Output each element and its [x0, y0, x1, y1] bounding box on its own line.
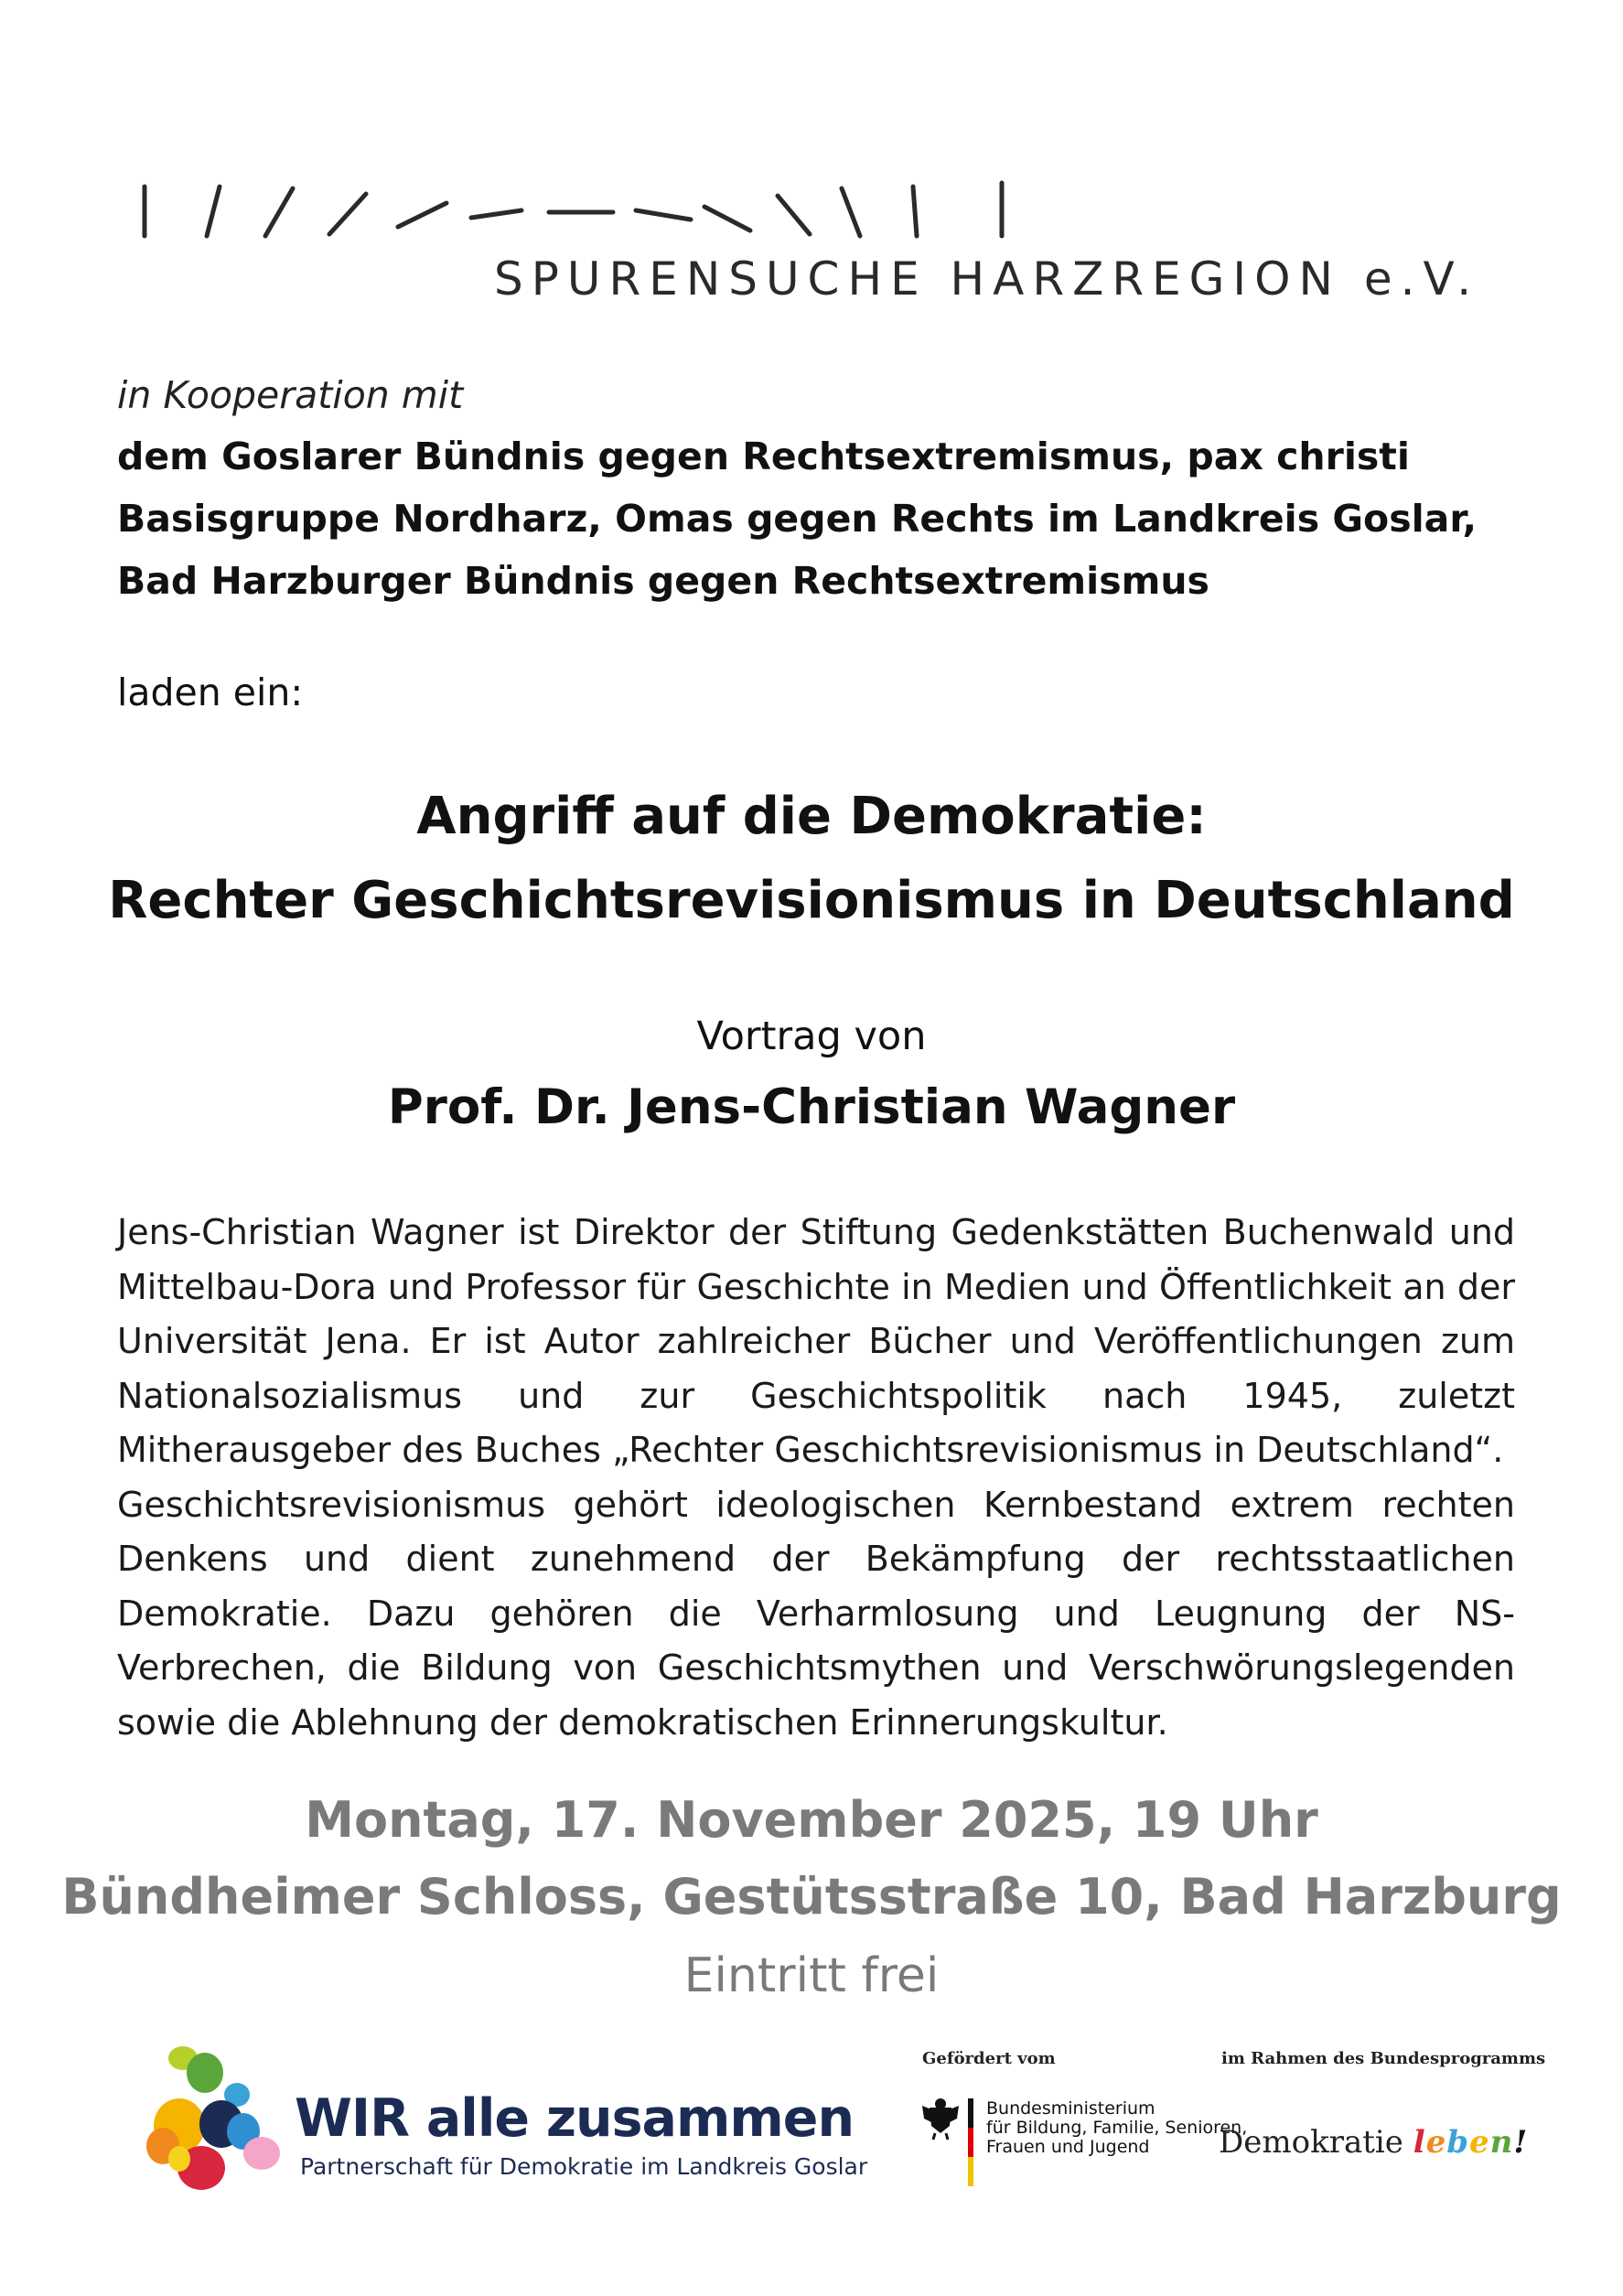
invite-text: laden ein: [117, 671, 304, 714]
event-entry: Eintritt frei [683, 1948, 940, 2003]
cooperation-intro: in Kooperation mit [117, 373, 464, 417]
funded-by-label: Gefördert vom [922, 2049, 1056, 2068]
demokratie-leben-logo [1219, 2124, 1528, 2161]
ministry-line: Bundesministerium [986, 2098, 1155, 2119]
bio-paragraph-2: Geschichtsrevisionismus gehört ideologischen Kernbestand extrem rechten Denkens und dient zunehmend der Bekämpfung der rechtsstaatlichen Demokratie. Dazu gehören die Verharmlosung und Leugnung der NS-Verbrechen, die Bildung von Geschichtsmythen und Verschwörungslegenden sowie die Ablehnung der demokratischen Erinnerungskultur. [117, 1484, 1515, 1743]
event-title-line-1: Angriff auf die Demokratie: [416, 787, 1207, 846]
speaker-bio [117, 1206, 1515, 1750]
wir-alle-zusammen-subtitle: Partnerschaft für Demokratie im Landkreis Goslar [300, 2153, 868, 2180]
speaker-name: Prof. Dr. Jens-Christian Wagner [387, 1079, 1236, 1135]
partner-line: dem Goslarer Bündnis gegen Rechtsextremismus, pax christi [117, 435, 1410, 478]
federal-eagle-icon [920, 2095, 961, 2140]
event-title-line-2: Rechter Geschichtsrevisionismus in Deutschland [108, 871, 1515, 930]
org-name: SPURENSUCHE HARZREGION e.V. [494, 252, 1480, 306]
german-flag-bar [968, 2098, 973, 2186]
program-label: im Rahmen des Bundesprogramms [1221, 2049, 1546, 2068]
event-venue: Bündheimer Schloss, Gestütsstraße 10, Bad Harzburg [61, 1868, 1562, 1926]
wir-alle-zusammen-title: WIR alle zusammen [295, 2088, 854, 2149]
event-date: Montag, 17. November 2025, 19 Uhr [305, 1791, 1318, 1849]
wir-alle-zusammen-logo [143, 2038, 280, 2203]
ministry-name [986, 2098, 1248, 2157]
demokratie-word: Demokratie [1219, 2124, 1403, 2161]
spurensuche-stroke-logo [137, 174, 1016, 247]
bio-paragraph-1: Jens-Christian Wagner ist Direktor der Stiftung Gedenkstätten Buchenwald und Mittelbau-Dora und Professor für Geschichte in Medien und Öffentlichkeit an der Universität Jena. Er ist Autor zahlreicher Bücher und Veröffentlichungen zum Nationalsozialismus und zur Geschichtspolitik nach 1945, zuletzt Mitherausgeber des Buches „Rechter Geschichtsrevisionismus in Deutschland“. [117, 1212, 1515, 1470]
ministry-line: für Bildung, Familie, Senioren, [986, 2118, 1248, 2138]
ministry-line: Frauen und Jugend [986, 2137, 1150, 2157]
partner-line: Bad Harzburger Bündnis gegen Rechtsextremismus [117, 559, 1209, 603]
talk-label: Vortrag von [696, 1014, 927, 1059]
partner-line: Basisgruppe Nordharz, Omas gegen Rechts im Landkreis Goslar, [117, 497, 1478, 541]
leben-word: leben! [1413, 2124, 1529, 2161]
